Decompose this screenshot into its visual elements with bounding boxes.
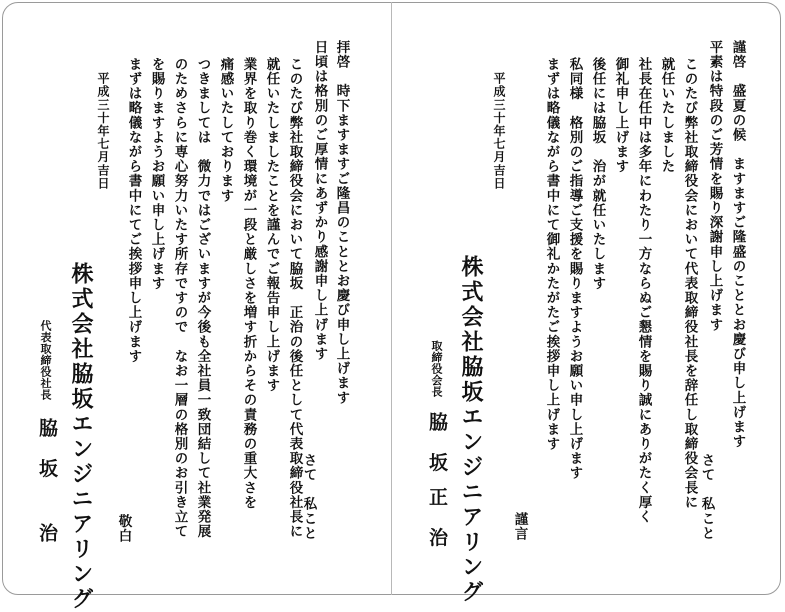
right-aside: さて 私こと <box>698 453 715 541</box>
right-line-9: まずは略儀ながら書中にて御礼かたがたご挨拶申し上げます <box>543 57 560 452</box>
left-title: 代表取締役社長 <box>39 320 52 401</box>
right-name-family: 脇 坂 <box>426 412 448 473</box>
right-date: 平成三十年七月吉日 <box>492 72 506 190</box>
left-name-family: 脇 坂 <box>36 418 58 479</box>
right-line-6: 御礼申し上げます <box>612 57 629 174</box>
right-closing: 謹言 <box>511 512 528 542</box>
left-line-3: このたび弊社取締役会において脇坂 正治の後任として代表取締役社長に <box>286 57 303 539</box>
left-closing: 敬白 <box>115 514 132 544</box>
right-name-given: 正 治 <box>426 487 448 548</box>
left-line-10: まずは略儀ながら書中にてご挨拶申し上げます <box>125 57 142 364</box>
right-line-3: このたび弊社取締役会において代表取締役社長を辞任し取締役会長に <box>681 57 698 510</box>
left-line-6: 痛感いたしております <box>217 57 234 203</box>
right-line-7: 後任には脇坂 治が就任いたします <box>589 57 606 291</box>
right-line-8: 私同様 格別のご指導ご支援を賜りますようお願い申し上げます <box>566 57 583 481</box>
left-line-7: つきましては 微力ではございますが今後も全社員一致団結して社業発展 <box>194 57 211 539</box>
right-company-name: 株式会社脇坂エンジニアリング <box>458 255 484 605</box>
right-line-1: 謹啓 盛夏の候 ますますご隆盛のこととお慶び申し上げます <box>729 40 746 449</box>
left-line-4: 就任いたしましたことを謹んでご報告申し上げます <box>263 57 280 393</box>
left-line-2: 日頃は格別のご厚情にあずかり感謝申し上げます <box>311 40 328 362</box>
card-fold-line <box>391 2 392 595</box>
right-title: 取締役会長 <box>430 340 443 398</box>
right-line-2: 平素は特段のご芳情を賜り深謝申し上げます <box>706 40 723 332</box>
right-line-4: 就任いたしました <box>658 57 675 174</box>
left-aside: さて 私こと <box>300 453 317 541</box>
left-company-name: 株式会社脇坂エンジニアリング <box>68 262 94 612</box>
right-line-5: 社長在任中は多年にわたり一方ならぬご懇情を賜り誠にありがたく厚く <box>635 57 652 525</box>
left-date: 平成三十年七月吉日 <box>96 72 110 190</box>
left-line-8: のためさらに専心努力いたす所存ですので なお一層の格別のお引き立て <box>171 57 188 539</box>
left-name-given: 治 <box>36 523 58 544</box>
left-line-9: を賜りますようお願い申し上げます <box>148 57 165 291</box>
left-line-1: 拝啓 時下ますますご隆昌のこととお慶び申し上げます <box>333 40 350 405</box>
left-line-5: 業界を取り巻く環境が一段と厳しさを増す折からその責務の重大さを <box>240 57 257 510</box>
